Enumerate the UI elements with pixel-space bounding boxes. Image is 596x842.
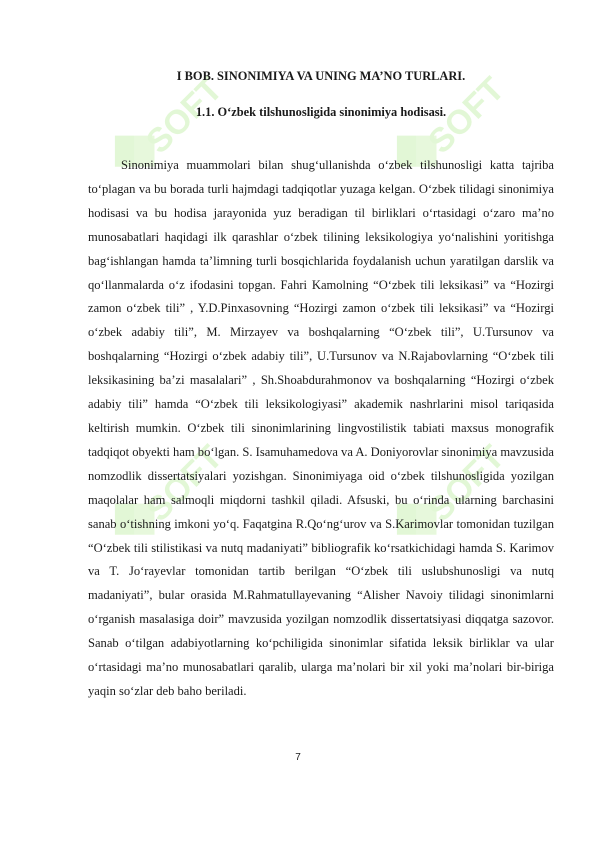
page-number: 7 [295, 752, 301, 763]
watermark-text: SOFT [138, 438, 230, 530]
chapter-title: I BOB. SINONIMIYA VA UNING MA’NO TURLARI. [176, 69, 466, 83]
section-title: 1.1. O‘zbek tilshunosligida sinonimiya hodisasi. [195, 105, 447, 119]
watermark-text: SOFT [420, 70, 512, 162]
watermark-text: SOFT [138, 70, 230, 162]
watermark-text: SOFT [420, 438, 512, 530]
document-page [88, 68, 554, 704]
body-paragraph: Sinonimiya muammolari bilan shug‘ullanishda o‘zbek tilshunosligi katta tajriba to‘plagan va bu borada turli hajmdagi tadqiqotlar yuzaga kelgan. O‘zbek tilidagi sinonimiya hodisasi va bu hodisa jarayonida yuz beradigan til birliklari o‘rtasidagi o‘zaro ma’no munosabatlari haqidagi ilk qarashlar o‘zbek tilining leksikologiya yo‘nalishini yoritishga bag‘ishlangan hamda ta’limning turli bosqichlarida foydalanish uchun yaratilgan darslik va qo‘llanmalarda o‘z ifodasini topgan. Fahri Kamolning “O‘zbek tili leksikasi” va “Hozirgi zamon o‘zbek tili” , Y.D.Pinxasovning “Hozirgi zamon o‘zbek tili leksikasi” va “Hozirgi o‘zbek adabiy tili”, M. Mirzayev va boshqalarning “O‘zbek tili”, U.Tursunov va boshqalarning “Hozirgi o‘zbek adabiy tili”, U.Tursunov va N.Rajabovlarning “O‘zbek tili leksikasining ba’zi masalalari” , Sh.Shoabdurahmonov va boshqalarning “Hozirgi o‘zbek adabiy tili” hamda “O‘zbek tili leksikologiyasi” akademik nashrlarini misol tariqasida keltirish mumkin. O‘zbek tili sinonimlarining lingvostilistik tabiati maxsus monografik tadqiqot obyekti ham bo‘lgan. S. Isamuhamedova va A. Doniyorovlar sinonimiya mavzusida nomzodlik dissertatsiyalari yozishgan. Sinonimiyaga oid o‘zbek tilshunosligida yozilgan maqolalar ham salmoqli miqdorni tashkil qiladi. Afsuski, bu o‘rinda ularning barchasini sanab o‘tishning imkoni yo‘q. Faqatgina R.Qo‘ng‘urov va S.Karimovlar tomonidan tuzilgan “O‘zbek tili stilistikasi va nutq madaniyati” bibliografik ko‘rsatkichidagi hamda S. Karimov va T. Jo‘rayevlar tomonidan tartib berilgan “O‘zbek tili uslubshunosligi va nutq madaniyati”, bular orasida M.Rahmatullayevaning “Alisher Navoiy tilidagi sinonimlarni o‘rganish masalasiga doir” mavzusida yozilgan nomzodlik dissertatsiyasi diqqatga sazovor. Sanab o‘tilgan adabiyotlarning ko‘pchiligida sinonimlar sifatida leksik birliklar va ular o‘rtasidagi ma’no munosabatlari qaralib, ularga ma’nolari bir xil yoki ma’nolari bir-biriga yaqin so‘zlar deb baho beriladi. [88, 158, 554, 698]
